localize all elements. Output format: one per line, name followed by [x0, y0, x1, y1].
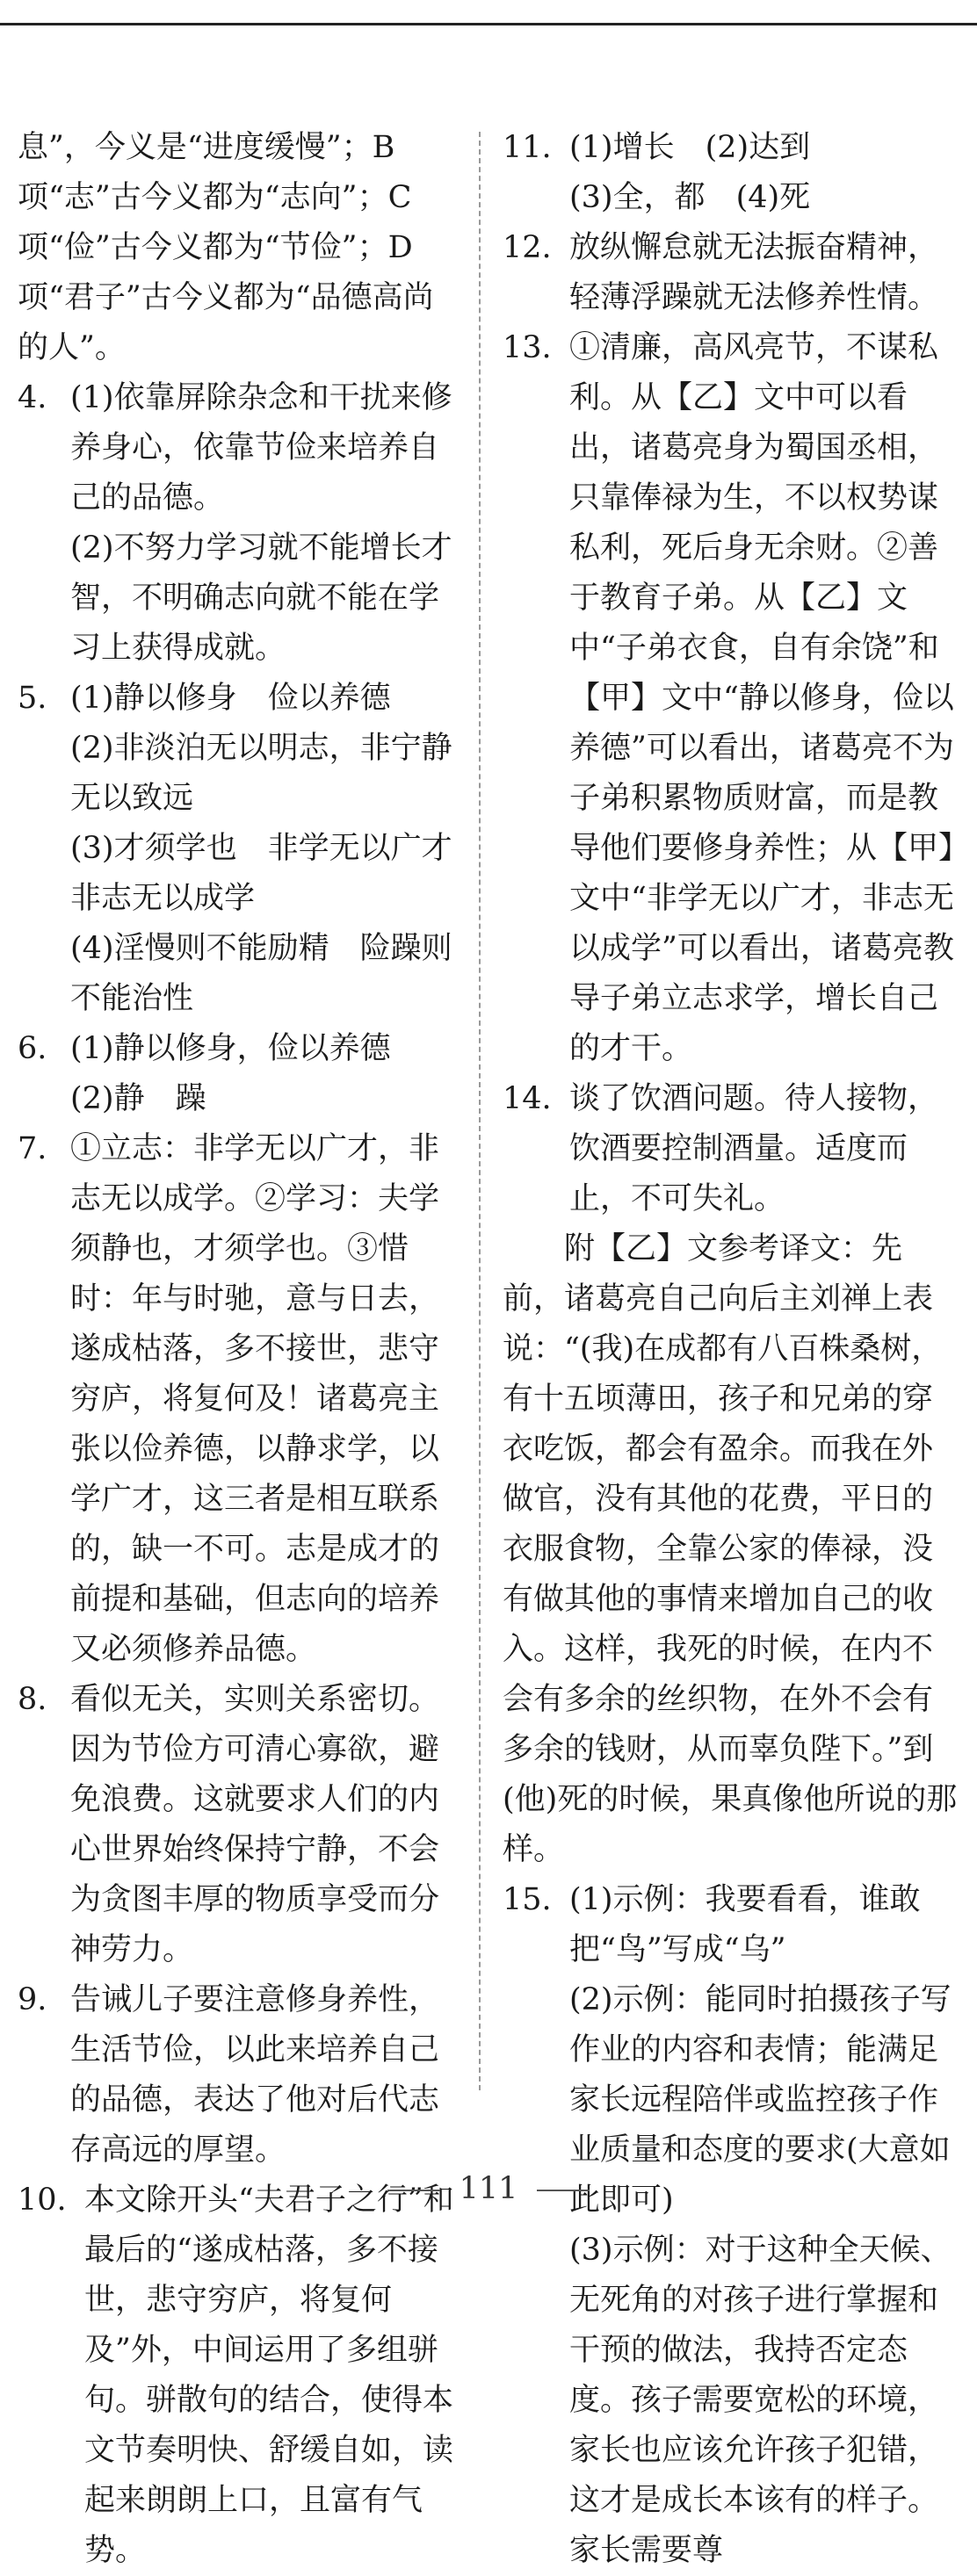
- answer-number: 14.: [503, 1081, 552, 1116]
- answer-number: 4.: [18, 380, 47, 415]
- answer-7: [18, 1124, 457, 1675]
- answer-6: [18, 1024, 457, 1124]
- answer-number: 13.: [503, 330, 552, 365]
- answer-12: [503, 223, 959, 323]
- answer-number: 5.: [18, 681, 47, 716]
- answer-line: (1)静以修身 俭以养德: [70, 681, 391, 716]
- answer-line: (2)静 躁: [70, 1081, 206, 1116]
- answer-line: ①立志：非学无以广才，非志无以成学。②学习：夫学须静也，才须学也。③惜时：年与时驰，意与日去，遂成枯落，多不接世，悲守穷庐，将复何及！诸葛亮主张以俭养德，以静求学，以学广才，这三者是相互联系的，缺一不可。志是成才的前提和基础，但志向的培养又必须修养品德。: [70, 1131, 440, 1667]
- answer-line: (3)才须学也 非学无以广才 非志无以成学: [70, 831, 483, 916]
- answer-number: 12.: [503, 230, 552, 265]
- answer-10: [18, 2176, 457, 2576]
- answer-13: [503, 323, 959, 1074]
- column-divider: [479, 132, 481, 2090]
- answer-line: (1)依靠屏除杂念和干扰来修养身心，依靠节俭来培养自己的品德。: [70, 380, 452, 516]
- footer-dash-left: [387, 2190, 440, 2191]
- answer-line: (3)全，都 (4)死: [569, 180, 811, 215]
- answer-line: ①清廉，高风亮节，不谋私利。从【乙】文中可以看出，诸葛亮身为蜀国丞相，只靠俸禄为生，不以权势谋私利，死后身无余财。②善于教育子弟。从【乙】文中“子弟衣食，自有余饶”和【甲】文中“静以修身，俭以养德”可以看出，诸葛亮不为子弟积累物质财富，而是教导他们要修身养性；从【甲】文中“非学无以广才，非志无以成学”可以看出，诸葛亮教导子弟立志求学，增长自己的才干。: [569, 330, 954, 1066]
- answer-14: [503, 1074, 959, 1224]
- answer-number: 6.: [18, 1031, 47, 1066]
- continued-answer-3: 息”，今义是“进度缓慢”；B项“志”古今义都为“志向”；C项“俭”古今义都为“节俭”；D项“君子”古今义都为“品德高尚的人”。: [18, 130, 434, 365]
- left-column: [18, 123, 483, 2576]
- answer-number: 9.: [18, 1982, 47, 2017]
- answer-line: (1)示例：我要看看，谁敢把“鸟”写成“乌”: [569, 1882, 921, 1967]
- answer-line: (2)非淡泊无以明志，非宁静无以致远: [70, 731, 452, 816]
- right-column: [503, 123, 959, 2576]
- answer-line: 告诫儿子要注意修身养性，生活节俭，以此来培养自己的品德，表达了他对后代志存高远的厚望。: [70, 1982, 440, 2168]
- answer-11: [503, 123, 959, 223]
- answer-15: [503, 1875, 959, 2576]
- page-number: 111: [459, 2171, 518, 2206]
- answer-line: 看似无关，实则关系密切。因为节俭方可清心寡欲，避免浪费。这就要求人们的内心世界始终保持宁静，不会为贪图丰厚的物质享受而分神劳力。: [70, 1682, 440, 1967]
- answer-line: (3)示例：对于这种全天候、无死角的对孩子进行掌握和干预的做法，我持否定态度。孩子需要宽松的环境，家长也应该允许孩子犯错，这才是成长本该有的样子。家长需要尊: [569, 2233, 952, 2568]
- answer-line: 本文除开头“夫君子之行”和最后的“遂成枯落，多不接世，悲守穷庐，将复何及”外，中间运用了多组骈句。骈散句的结合，使得本文节奏明快、舒缓自如，读起来朗朗上口，且富有气势。: [84, 2183, 454, 2568]
- answer-number: 8.: [18, 1682, 47, 1717]
- answer-line: (1)增长 (2)达到: [569, 130, 811, 165]
- answer-number: 10.: [18, 2183, 67, 2218]
- top-rule: [0, 23, 977, 25]
- answer-9: [18, 1975, 457, 2176]
- answer-line: (2)示例：能同时拍摄孩子写作业的内容和表情；能满足家长远程陪伴或监控孩子作业质量和态度的要求(大意如此即可): [569, 1982, 952, 2218]
- answer-line: (2)不努力学习就不能增长才智，不明确志向就不能在学习上获得成就。: [70, 530, 452, 666]
- answer-number: 15.: [503, 1882, 552, 1917]
- answer-number: 7.: [18, 1131, 47, 1166]
- answer-4: [18, 373, 457, 674]
- answer-line: 谈了饮酒问题。待人接物，饮酒要控制酒量。适度而止，不可失礼。: [569, 1081, 939, 1216]
- answer-5: [18, 674, 483, 1024]
- answer-line: (4)淫慢则不能励精 险躁则不能治性: [70, 931, 452, 1016]
- answer-8: [18, 1675, 457, 1975]
- answer-number: 11.: [503, 130, 552, 165]
- answer-line: 放纵懈怠就无法振奋精神，轻薄浮躁就无法修养性情。: [569, 230, 939, 315]
- page-footer: [0, 2171, 977, 2206]
- translation-paragraph: 附【乙】文参考译文：先前，诸葛亮自己向后主刘禅上表说：“(我)在成都有八百株桑树，有十五顷薄田，孩子和兄弟的穿衣吃饭，都会有盈余。而我在外做官，没有其他的花费，平日的衣服食物，全靠公家的俸禄，没有做其他的事情来增加自己的收入。这样，我死的时候，在内不会有多余的丝织物，在外不会有多余的钱财，从而辜负陛下。”到(他)死的时候，果真像他所说的那样。: [503, 1231, 958, 1867]
- footer-dash-right: [537, 2190, 590, 2191]
- answer-line: (1)静以修身，俭以养德: [70, 1031, 391, 1066]
